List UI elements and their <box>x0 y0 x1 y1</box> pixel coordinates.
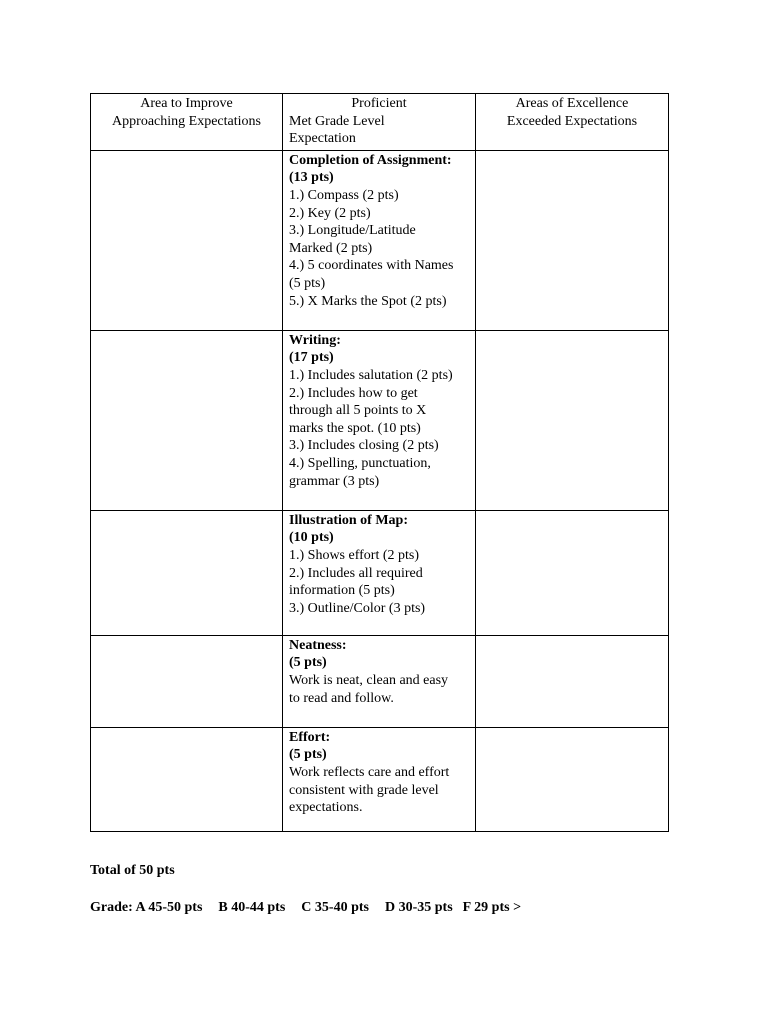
criteria-line: through all 5 points to X <box>289 403 427 419</box>
criteria-line: expectations. <box>289 800 363 816</box>
criteria-line: 2.) Includes all required <box>289 565 423 581</box>
criteria-line: 4.) 5 coordinates with Names <box>289 258 454 274</box>
rubric-table <box>90 93 669 832</box>
criteria-line: 1.) Includes salutation (2 pts) <box>289 367 453 383</box>
grade-b: B 40-44 pts <box>218 900 286 915</box>
criteria-line: information (5 pts) <box>289 583 395 599</box>
header-line: Areas of Excellence <box>515 96 629 111</box>
criteria-title: Completion of Assignment: <box>289 152 452 168</box>
header-proficient <box>283 94 476 151</box>
criteria-line: (5 pts) <box>289 275 326 291</box>
criteria-line: marks the spot. (10 pts) <box>289 420 421 436</box>
header-line: Exceeded Expectations <box>506 113 638 129</box>
cell-improve-empty <box>91 635 283 727</box>
cell-criteria <box>283 727 476 831</box>
cell-improve-empty <box>91 727 283 831</box>
cell-improve-empty <box>91 150 283 330</box>
cell-improve-empty <box>91 330 283 510</box>
rubric-row-writing <box>91 330 669 510</box>
rubric-row-illustration <box>91 510 669 635</box>
criteria-line: 3.) Includes closing (2 pts) <box>289 438 439 454</box>
criteria-line: 5.) X Marks the Spot (2 pts) <box>289 293 447 309</box>
criteria-points: (10 pts) <box>289 530 334 546</box>
criteria-line: 1.) Shows effort (2 pts) <box>289 547 420 563</box>
criteria-line: Marked (2 pts) <box>289 240 373 256</box>
criteria-line: 2.) Key (2 pts) <box>289 205 371 221</box>
criteria-line: 2.) Includes how to get <box>289 385 418 401</box>
header-line: Expectation <box>289 131 356 147</box>
grade-d: D 30-35 pts <box>384 900 453 915</box>
criteria-title: Effort: <box>289 729 331 745</box>
cell-improve-empty <box>91 510 283 635</box>
cell-criteria <box>283 150 476 330</box>
grade-scale <box>90 899 521 917</box>
cell-excellence-empty <box>476 330 669 510</box>
criteria-points: (13 pts) <box>289 170 334 186</box>
header-row <box>91 94 669 151</box>
criteria-line: 1.) Compass (2 pts) <box>289 187 399 203</box>
cell-criteria <box>283 330 476 510</box>
criteria-line: 3.) Longitude/Latitude <box>289 223 416 239</box>
criteria-points: (5 pts) <box>289 655 327 671</box>
criteria-line: 3.) Outline/Color (3 pts) <box>289 600 426 616</box>
cell-criteria <box>283 510 476 635</box>
criteria-line: Work is neat, clean and easy <box>289 672 449 688</box>
cell-criteria <box>283 635 476 727</box>
rubric-row-effort <box>91 727 669 831</box>
criteria-points: (17 pts) <box>289 350 334 366</box>
criteria-title: Neatness: <box>289 637 347 653</box>
header-line: Approaching Expectations <box>112 113 261 129</box>
criteria-points: (5 pts) <box>289 747 327 763</box>
criteria-line: Work reflects care and effort <box>289 764 450 780</box>
grade-f: F 29 pts > <box>462 900 522 915</box>
criteria-title: Illustration of Map: <box>289 512 408 528</box>
cell-excellence-empty <box>476 150 669 330</box>
header-areas-of-excellence <box>476 94 669 151</box>
criteria-line: grammar (3 pts) <box>289 473 380 489</box>
criteria-line: consistent with grade level <box>289 782 439 798</box>
cell-excellence-empty <box>476 510 669 635</box>
grade-c: C 35-40 pts <box>301 900 369 915</box>
criteria-line: to read and follow. <box>289 690 394 706</box>
criteria-line: 4.) Spelling, punctuation, <box>289 455 431 471</box>
total-points: Total of 50 pts <box>90 863 175 878</box>
criteria-title: Writing: <box>289 332 341 348</box>
header-line: Area to Improve <box>140 96 233 111</box>
cell-excellence-empty <box>476 635 669 727</box>
header-line: Proficient <box>351 96 407 111</box>
rubric-row-completion <box>91 150 669 330</box>
header-line: Met Grade Level <box>289 113 385 129</box>
grade-a: Grade: A 45-50 pts <box>90 900 203 915</box>
header-area-to-improve <box>91 94 283 151</box>
rubric-row-neatness <box>91 635 669 727</box>
cell-excellence-empty <box>476 727 669 831</box>
